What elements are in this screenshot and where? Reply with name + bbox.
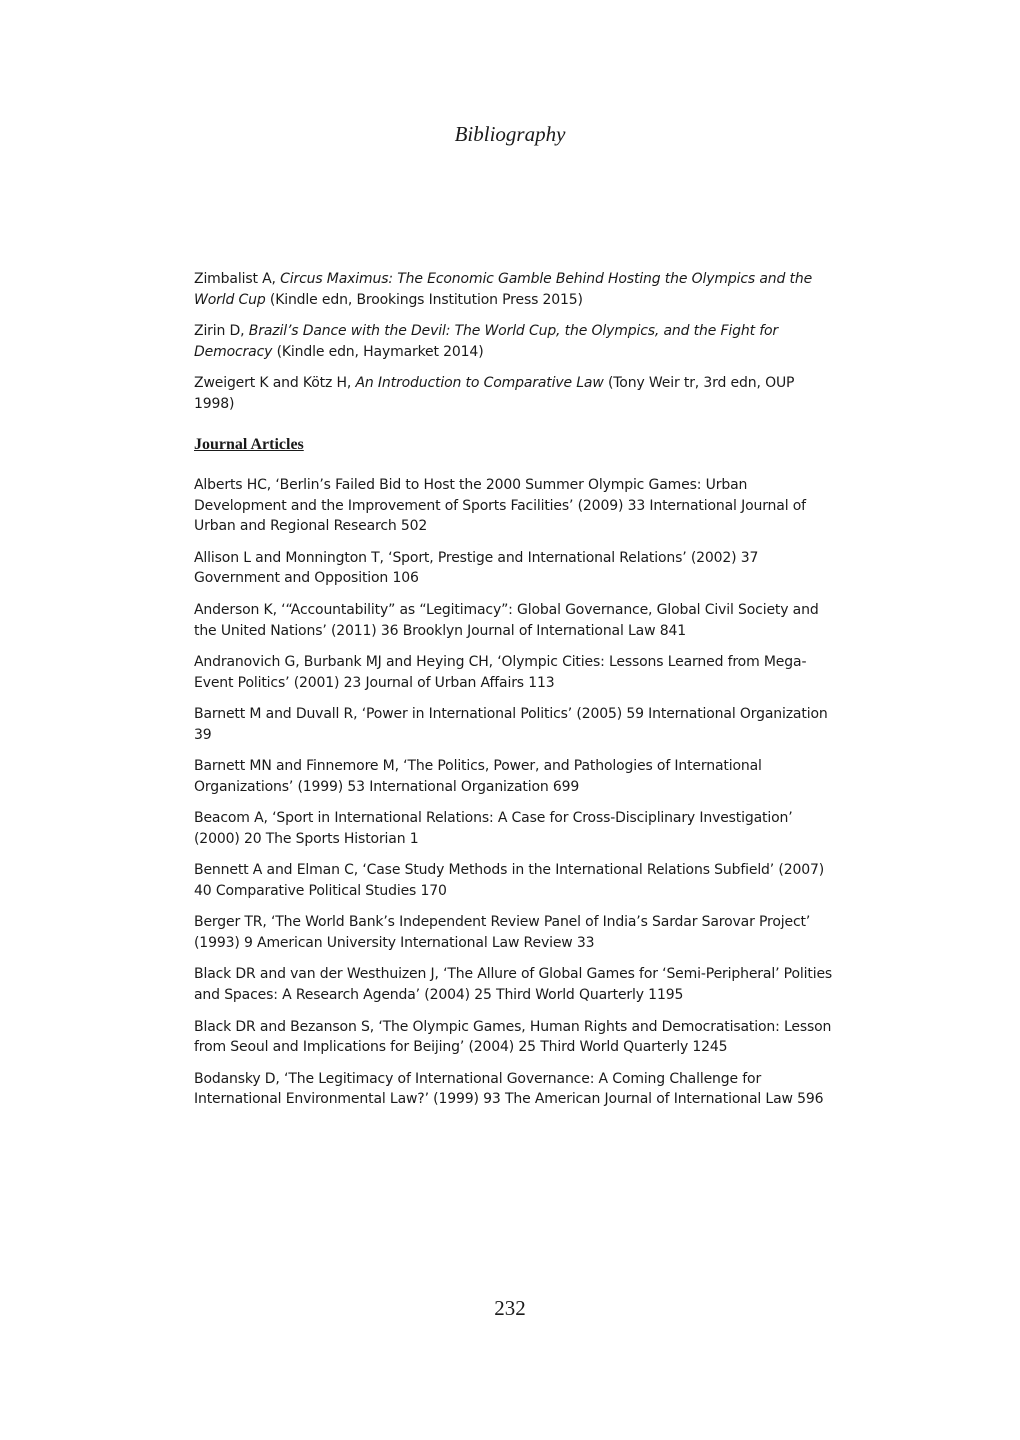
running-head: Bibliography [454,122,566,146]
entry-author: Zimbalist A, [194,271,281,287]
journal-entry: Allison L and Monnington T, ‘Sport, Prestige and International Relations’ (2002) 37 Government and Opposition 106 [194,549,759,587]
journal-entry: Black DR and van der Westhuizen J, ‘The Allure of Global Games for ‘Semi-Peripheral’ Polities and Spaces: A Research Agenda’ (2004) 25 Third World Quarterly 1195 [194,966,833,1004]
journal-entry: Anderson K, ‘“Accountability” as “Legitimacy”: Global Governance, Global Civil Society and the United Nations’ (2011) 36 Brooklyn Journal of International Law 841 [194,601,819,639]
journal-entry: Beacom A, ‘Sport in International Relations: A Case for Cross-Disciplinary Investigation’ (2000) 20 The Sports Historian 1 [194,810,793,847]
book-entry [194,321,834,363]
entry-title: Brazil’s Dance with the Devil: The World Cup, the Olympics, and the Fight for Democracy [194,323,779,360]
entry-title: An Introduction to Comparative Law [355,375,604,392]
journal-entry: Berger TR, ‘The World Bank’s Independent Review Panel of India’s Sardar Sarovar Project’ (1993) 9 American University International Law Review 33 [194,914,811,952]
bibliography-content [194,269,834,1121]
journal-entry: Barnett M and Duvall R, ‘Power in International Politics’ (2005) 59 International Organization 39 [194,705,828,743]
entry-details: (Kindle edn, Brookings Institution Press 2015) [265,291,583,308]
book-entry [194,373,834,415]
entry-title: Circus Maximus: The Economic Gamble Behind Hosting the Olympics and the World Cup [194,271,813,308]
entry-details: (Kindle edn, Haymarket 2014) [272,343,484,360]
journal-entry: Black DR and Bezanson S, ‘The Olympic Games, Human Rights and Democratisation: Lesson from Seoul and Implications for Beijing’ (2004) 25 Third World Quarterly 1245 [194,1018,832,1056]
journal-entry: Barnett MN and Finnemore M, ‘The Politics, Power, and Pathologies of International Organizations’ (1999) 53 International Organization 699 [194,758,762,795]
journal-entry: Bodansky D, ‘The Legitimacy of International Governance: A Coming Challenge for International Environmental Law?’ (1999) 93 The American Journal of International Law 596 [194,1070,824,1108]
book-entry [194,269,834,311]
page-number: 232 [494,1296,526,1320]
journal-entry: Andranovich G, Burbank MJ and Heying CH, ‘Olympic Cities: Lessons Learned from Mega-Event Politics’ (2001) 23 Journal of Urban Affairs 113 [194,653,807,691]
entry-details: (Tony Weir tr, 3rd edn, OUP 1998) [194,375,795,412]
journal-entry: Alberts HC, ‘Berlin’s Failed Bid to Host the 2000 Summer Olympic Games: Urban Development and the Improvement of Sports Facilities’ (2009) 33 International Journal of Urban and Regional Research 502 [194,476,806,535]
journal-entry: Bennett A and Elman C, ‘Case Study Methods in the International Relations Subfield’ (2007) 40 Comparative Political Studies 170 [194,862,825,900]
entry-author: Zweigert K and Kötz H, [194,375,356,392]
journal-articles-heading: Journal Articles [194,435,304,453]
entry-author: Zirin D, [194,323,249,340]
